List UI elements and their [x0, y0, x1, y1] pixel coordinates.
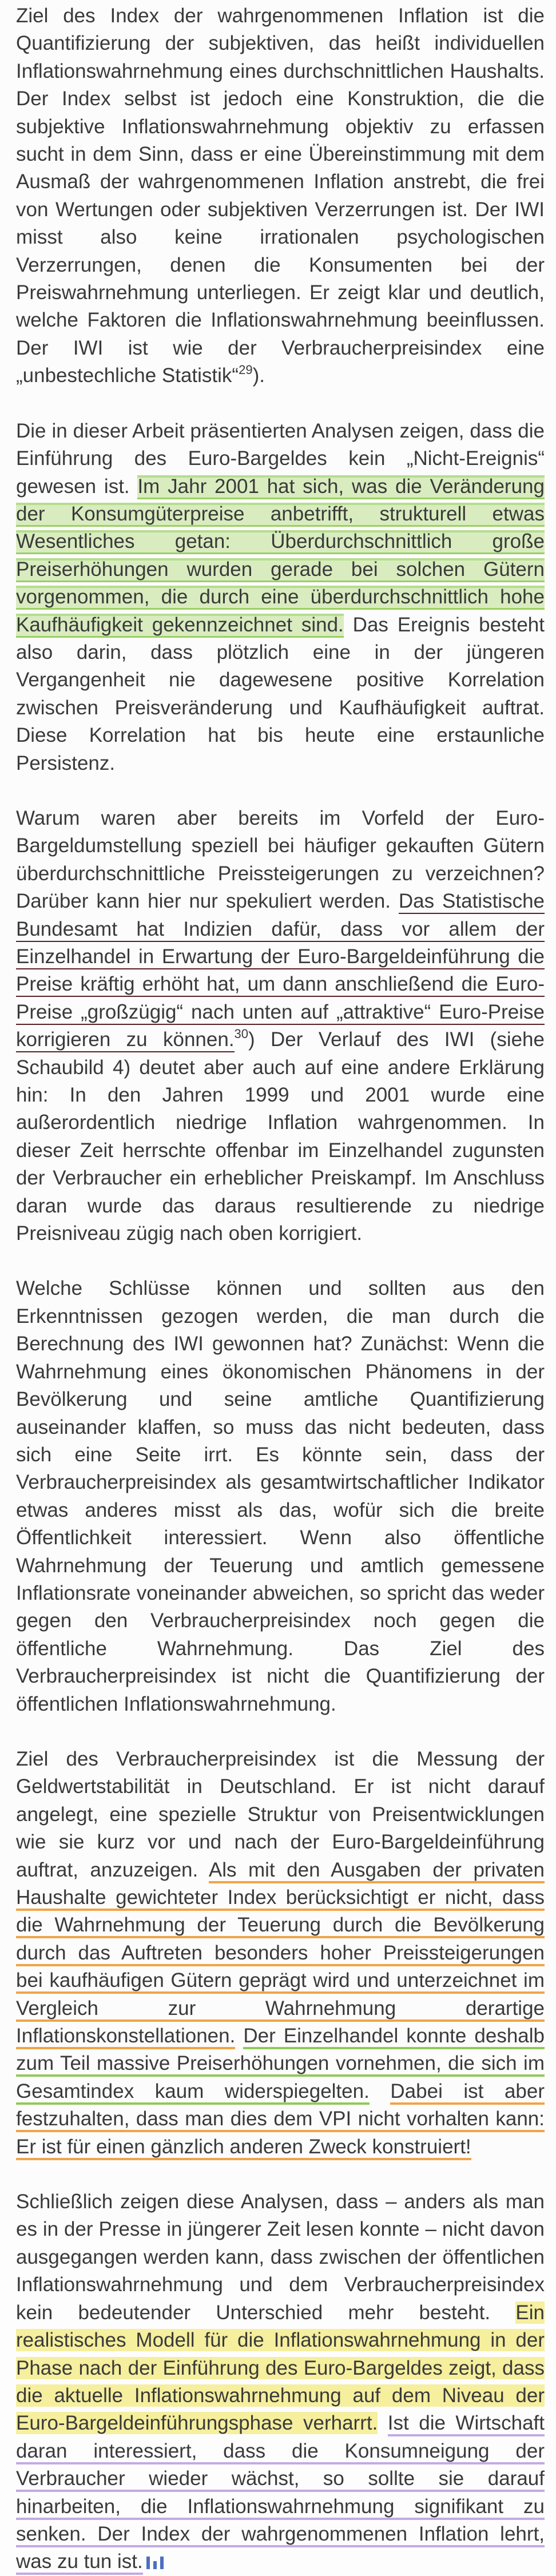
- spacer: [370, 2080, 391, 2102]
- paragraph-1-text: Ziel des Index der wahrgenommenen Inflation ist die Quantifizierung der subjektiven, das heißt individuellen Inflationswahrnehmung eines durchschnittlichen Haushalts. Der Index selbst ist jedoch eine Konstruktion, die die subjektive Inflationswahrnehmung objektiv zu erfassen sucht in dem Sinn, dass er eine Übereinstimmung mit dem Ausmaß der wahrgenommenen Inflation anstrebt, die frei von Wertungen oder subjektiven Verzerrungen ist. Der IWI misst also keine irrationalen psychologischen Verzerrungen, denen die Konsumenten bei der Preiswahrnehmung unterliegen. Er zeigt klar und deutlich, welche Faktoren die Inflationswahrnehmung beeinflussen. Der IWI ist wie der Verbraucherpreisindex eine „unbestechliche Statistik“: [16, 5, 545, 387]
- footnote-29: 29: [239, 363, 253, 377]
- paragraph-2: [16, 418, 545, 777]
- footnote-30: 30: [234, 1027, 249, 1041]
- paragraph-3-text: Warum waren aber bereits im Vorfeld der Euro-Bargeldumstellung speziell bei häufiger gekauften Gütern überdurchschnittliche Preissteigerungen zu verzeichnen? Darüber kann hier nur spekuliert werden.: [16, 806, 545, 913]
- paragraph-1-tail: ).: [252, 364, 265, 387]
- paragraph-5: [16, 1746, 545, 2161]
- orange-underline-passage: Als mit den Ausgaben der privaten Haushalte gewichteter Index berücksichtigt er nicht, dass die Wahrnehmung der Teuerung durch die Bevölkerung durch das Auftreten besonders hoher Preissteigerungen bei kaufhäufigen Gütern geprägt wird und unterzeichnet im Vergleich zur Wahrnehmung derartige Inflationskonstellationen.: [16, 1859, 545, 2049]
- paragraph-4-text: Welche Schlüsse können und sollten aus den Erkenntnissen gezogen werden, die man durch die Berechnung des IWI gewonnen hat? Zunächst: Wenn die Wahrnehmung eines ökonomischen Phänomens in der Bevölkerung und seine amtliche Quantifizierung auseinander klaffen, so muss das nicht bedeuten, dass sich eine Seite irrt. Es könnte sein, dass der Verbraucherpreisindex als gesamtwirtschaftlicher Indikator etwas anderes misst als das, wofür sich die breite Öffentlichkeit interessiert. Wenn also öffentliche Wahrnehmung der Teuerung und amtlich gemessene Inflationsrate voneinander abweichen, so spricht das weder gegen den Verbraucherpreisindex noch gegen die öffentliche Wahrnehmung. Das Ziel des Verbraucherpreisindex ist nicht die Quantifizierung der öffentlichen Inflationswahrnehmung.: [16, 1277, 545, 1715]
- lavender-underline-passage: Ist die Wirtschaft daran interessiert, dass die Konsumneigung der Verbraucher wieder wächst, so sollte sie darauf hinarbeiten, die Inflationswahrnehmung signifikant zu senken. Der Index der wahrgenommenen Inflation lehrt, was zu tun ist.: [16, 2412, 545, 2575]
- paragraph-3: [16, 805, 545, 1248]
- orange-underline-passage-2: Dabei ist aber festzuhalten, dass man dies dem VPI nicht vorhalten kann: Er ist für einen gänzlich anderen Zweck konstruiert!: [16, 2080, 545, 2160]
- end-of-article-icon: [146, 2554, 164, 2569]
- paragraph-4: [16, 1275, 545, 1718]
- paragraph-5-text: Ziel des Verbraucherpreisindex ist die Messung der Geldwertstabilität in Deutschland. Er ist nicht darauf angelegt, eine spezielle Struktur von Preisentwicklungen wie sie kurz vor und nach der Euro-Bargeldeinführung auftrat, anzuzeigen.: [16, 1747, 545, 1881]
- paragraph-6: [16, 2188, 545, 2576]
- green-highlight: Im Jahr 2001 hat sich, was die Veränderung der Konsumgüterpreise anbetrifft, strukturell etwas Wesentliches getan: Überdurchschnittlich große Preiserhöhungen wurden gerade bei solchen Gütern vorgenommen, die durch eine überdurchschnittlich hohe Kaufhäufigkeit gekennzeichnet sind.: [16, 475, 545, 638]
- green-underline-passage: Der Einzelhandel konnte deshalb zum Teil massive Preiserhöhungen vornehmen, die sich im Gesamtindex kaum widerspiegelten.: [16, 2025, 545, 2105]
- spacer: [235, 2025, 243, 2047]
- red-underline-passage: Das Statistische Bundesamt hat Indizien dafür, dass vor allem der Einzelhandel in Erwartung der Euro-Bargeldeinführung die Preise kräftig erhöht hat, um dann anschließend die Euro-Preise „großzügig“ nach unten auf „attraktive“ Euro-Preise korrigieren zu können.: [16, 890, 545, 1052]
- paragraph-2-text: Die in dieser Arbeit präsentierten Analysen zeigen, dass die Einführung des Euro-Bargeldes kein „Nicht-Ereignis“ gewesen ist.: [16, 419, 545, 498]
- paragraph-1: [16, 2, 545, 390]
- spacer: [378, 2412, 388, 2434]
- text-column: [16, 0, 545, 2576]
- paragraph-2-tail: Das Ereignis besteht also darin, dass plötzlich eine in der jüngeren Vergangenheit nie dagewesene positive Korrelation zwischen Preisveränderung und Kaufhäufigkeit auftrat. Diese Korrelation hat bis heute eine erstaunliche Persistenz.: [16, 613, 545, 774]
- yellow-highlight: Ein realistisches Modell für die Inflationswahrnehmung in der Phase nach der Einführung des Euro-Bargeldes zeigt, dass die aktuelle Inflationswahrnehmung auf dem Niveau der Euro-Bargeldeinführungsphase verharrt.: [16, 2301, 545, 2435]
- paragraph-3-tail: ) Der Verlauf des IWI (siehe Schaubild 4) deutet aber auch auf eine andere Erklärung hin: In den Jahren 1999 und 2001 wurde eine außerordentlich niedrige Inflation wahrgenommen. In dieser Zeit herrschte offenbar im Einzelhandel zugunsten der Verbraucher ein erheblicher Preiskampf. Im Anschluss daran wurde das daraus resultierende zu niedrige Preisniveau zügig nach oben korrigiert.: [16, 1028, 545, 1245]
- paragraph-6-text: Schließlich zeigen diese Analysen, dass – anders als man es in der Presse in jüngerer Zeit lesen konnte – nicht davon ausgegangen werden kann, dass zwischen der öffentlichen Inflationswahrnehmung und dem Verbraucherpreisindex kein bedeutender Unterschied mehr besteht.: [16, 2191, 545, 2324]
